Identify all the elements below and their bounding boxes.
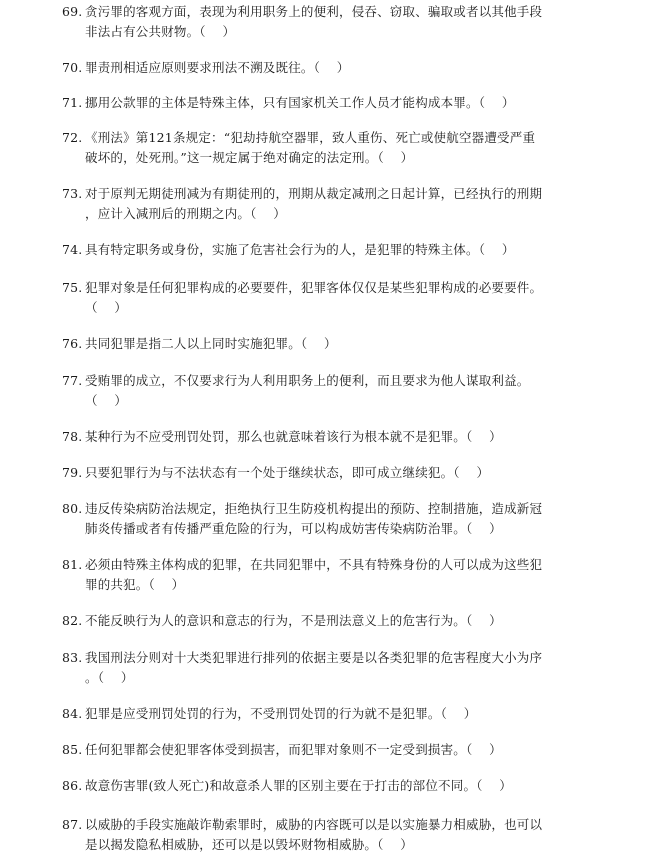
question-text: 犯罪对象是任何犯罪构成的必要要件，犯罪客体仅仅是某些犯罪构成的必要要件。 [85,280,543,295]
question-text: 我国刑法分则对十大类犯罪进行排列的依据主要是以各类犯罪的危害程度大小为序 [85,650,543,665]
question-text: 受贿罪的成立，不仅要求行为人利用职务上的便利，而且要求为他人谋取利益。 [85,373,530,388]
question-text-continued: 肺炎传播或者有传播严重危险的行为，可以构成妨害传染病防治罪。（ ） [85,521,502,536]
question-number: 86. [62,778,83,793]
question-72 [62,128,622,168]
question-79 [62,463,622,483]
question-81 [62,555,622,595]
question-number: 78. [62,429,83,444]
question-text-continued: 罪的共犯。（ ） [85,577,185,592]
question-text: 贪污罪的客观方面，表现为利用职务上的便利，侵吞、窃取、骗取或者以其他手段 [85,4,543,19]
question-number: 75. [62,280,83,295]
question-text: 以威胁的手段实施敲诈勒索罪时，威胁的内容既可以是以实施暴力相威胁，也可以 [85,817,543,832]
question-number: 72. [62,130,83,145]
question-text: 挪用公款罪的主体是特殊主体，只有国家机关工作人员才能构成本罪。（ ） [85,95,515,110]
question-75 [62,278,622,318]
question-77 [62,371,622,411]
question-76 [62,334,622,354]
question-74 [62,240,622,260]
question-text: 《刑法》第121条规定：“犯劫持航空器罪，致人重伤、死亡或使航空器遭受严重 [85,130,536,145]
question-69 [62,2,622,42]
question-text-continued: （ ） [85,300,128,315]
question-text: 某种行为不应受刑罚处罚，那么也就意味着该行为根本就不是犯罪。（ ） [85,429,502,444]
question-80 [62,499,622,539]
question-71 [62,93,622,113]
question-number: 85. [62,742,83,757]
question-text-continued: （ ） [85,393,128,408]
question-number: 70. [62,60,83,75]
question-text: 共同犯罪是指二人以上同时实施犯罪。（ ） [85,336,337,351]
question-number: 77. [62,373,83,388]
question-text: 只要犯罪行为与不法状态有一个处于继续状态，即可成立继续犯。（ ） [85,465,490,480]
question-text: 违反传染病防治法规定，拒绝执行卫生防疫机构提出的预防、控制措施，造成新冠 [85,501,543,516]
question-text: 任何犯罪都会使犯罪客体受到损害，而犯罪对象则不一定受到损害。（ ） [85,742,502,757]
question-number: 74. [62,242,83,257]
question-text-continued: ，应计入减刑后的刑期之内。（ ） [85,206,286,221]
question-number: 83. [62,650,83,665]
question-73 [62,184,622,224]
question-text-continued: 破坏的，处死刑。”这一规定属于绝对确定的法定刑。（ ） [85,150,414,165]
question-number: 82. [62,613,83,628]
question-83 [62,648,622,688]
question-number: 81. [62,557,83,572]
question-number: 80. [62,501,83,516]
question-text: 罪责刑相适应原则要求刑法不溯及既往。（ ） [85,60,350,75]
question-number: 87. [62,817,83,832]
question-text: 不能反映行为人的意识和意志的行为，不是刑法意义上的危害行为。（ ） [85,613,502,628]
question-number: 73. [62,186,83,201]
question-text: 具有特定职务或身份，实施了危害社会行为的人，是犯罪的特殊主体。（ ） [85,242,515,257]
question-number: 76. [62,336,83,351]
question-number: 71. [62,95,83,110]
question-text: 犯罪是应受刑罚处罚的行为，不受刑罚处罚的行为就不是犯罪。（ ） [85,706,477,721]
question-82 [62,611,622,631]
question-text-continued: 。（ ） [85,670,134,685]
question-87 [62,815,622,855]
question-85 [62,740,622,760]
question-text: 故意伤害罪(致人死亡)和故意杀人罪的区别主要在于打击的部位不同。（ ） [85,778,512,793]
question-number: 84. [62,706,83,721]
question-78 [62,427,622,447]
question-number: 79. [62,465,83,480]
question-number: 69. [62,4,83,19]
question-86 [62,776,622,796]
question-text-continued: 是以揭发隐私相威胁，还可以是以毁坏财物相威胁。（ ） [85,837,413,852]
question-text: 对于原判无期徒刑减为有期徒刑的，刑期从裁定减刑之日起计算，已经执行的刑期 [85,186,543,201]
question-text: 必须由特殊主体构成的犯罪，在共同犯罪中，不具有特殊身份的人可以成为这些犯 [85,557,543,572]
question-text-continued: 非法占有公共财物。（ ） [85,24,236,39]
question-84 [62,704,622,724]
question-70 [62,58,622,78]
